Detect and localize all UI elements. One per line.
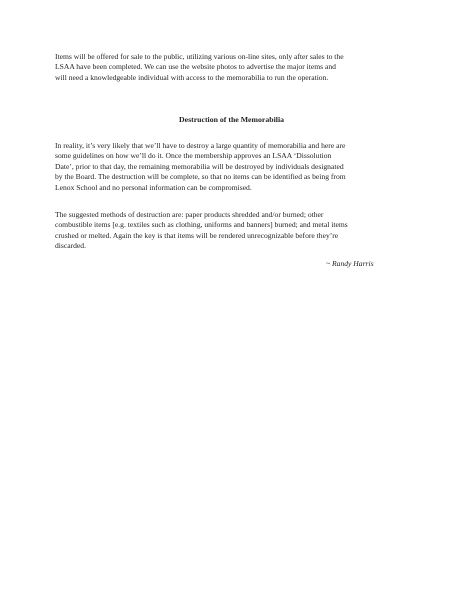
reality-paragraph [55, 141, 410, 193]
intro-line: Items will be offered for sale to the public, utilizing various on-line sites, only after sales to the [55, 52, 344, 61]
methods-line: The suggested methods of destruction are: paper products shredded and/or burned; other [55, 210, 324, 219]
reality-line: Lenox School and no personal information can be compromised. [55, 182, 252, 192]
intro-line: will need a knowledgeable individual with access to the memorabilia to run the operation. [55, 72, 329, 82]
methods-paragraph [55, 210, 410, 252]
methods-line: discarded. [55, 241, 86, 251]
reality-line: Date’, prior to that day, the remaining memorabilia will be destroyed by individuals designated [55, 161, 344, 171]
reality-line: In reality, it’s very likely that we’ll have to destroy a large quantity of memorabilia and here are [55, 141, 346, 150]
methods-line: crushed or melted. Again the key is that items will be rendered unrecognizable before they’re [55, 230, 339, 240]
reality-line: some guidelines on how we’ll do it. Once the membership approves an LSAA ‘Dissolution [55, 151, 332, 161]
intro-line: LSAA have been completed. We can use the website photos to advertise the major items and [55, 62, 336, 72]
reality-line: by the Board. The destruction will be complete, so that no items can be identified as being from [55, 172, 346, 182]
methods-line: combustible items [e.g. textiles such as clothing, uniforms and banners] burned; and metal items [55, 220, 348, 230]
author-signature: ~ Randy Harris [326, 259, 374, 268]
section-heading: Destruction of the Memorabilia [178, 115, 285, 124]
intro-paragraph [55, 52, 410, 83]
